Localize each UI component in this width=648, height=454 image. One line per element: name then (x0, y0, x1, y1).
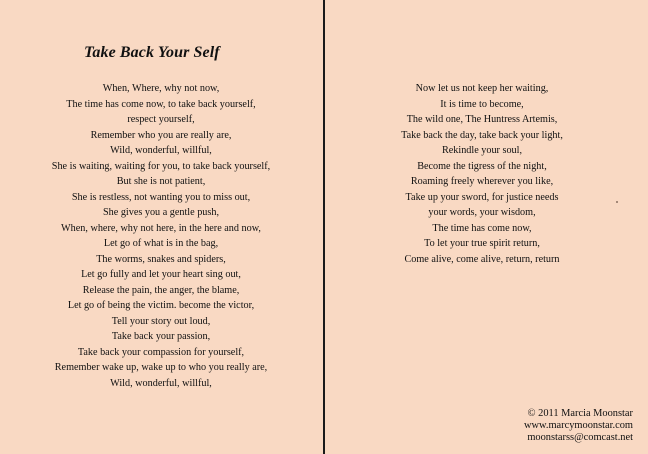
poem-line: Rekindle your soul, (441, 145, 523, 156)
page-divider (323, 0, 325, 454)
website-line: www.marcymoonstar.com (524, 419, 633, 431)
poem-line: Let go fully and let your heart sing out, (81, 269, 241, 280)
poem-title: Take Back Your Self (84, 44, 220, 61)
poem-line: Take back your passion, (111, 331, 211, 342)
poem-line: Remember wake up, wake up to who you really are, (54, 362, 268, 373)
poem-line: The time has come now, (432, 222, 532, 234)
poem-line: Take up your sword, for justice needs (405, 191, 559, 203)
poem-line: When, where, why not here, in the here and now, (61, 222, 261, 234)
poem-line: Let go of being the victim. become the victor, (67, 300, 255, 311)
email-line: moonstarss@comcast.net (527, 431, 633, 443)
poem-line: She is restless, not wanting you to miss out, (71, 191, 251, 203)
poem-line: She is waiting, waiting for you, to take back yourself, (51, 160, 271, 172)
paper-speck (616, 201, 618, 203)
poem-line: The time has come now, to take back yourself, (66, 98, 256, 110)
left-page (0, 0, 323, 454)
poem-line: Come alive, come alive, return, return (404, 253, 560, 265)
right-stanza (366, 81, 598, 267)
poem-line: Take back the day, take back your light, (401, 129, 563, 141)
poem-line: But she is not patient, (116, 176, 206, 187)
poem-line: your words, your wisdom, (428, 207, 536, 218)
poem-line: Tell your story out loud, (111, 315, 211, 327)
right-page (326, 0, 648, 454)
poem-line: The wild one, The Huntress Artemis, (406, 114, 558, 125)
poem-line: Release the pain, the anger, the blame, (82, 284, 240, 296)
poem-line: Wild, wonderful, willful, (110, 377, 212, 389)
poem-line: When, Where, why not now, (102, 83, 220, 94)
credits-block (524, 408, 633, 443)
copyright-line: © 2011 Marcia Moonstar (527, 408, 633, 419)
left-stanza (30, 81, 292, 391)
poem-line: Wild, wonderful, willful, (110, 145, 212, 156)
poem-line: It is time to become, (440, 98, 524, 110)
poem-line: respect yourself, (127, 114, 195, 125)
poem-line: Take back your compassion for yourself, (77, 346, 245, 358)
poem-line: To let your true spirit return, (424, 238, 540, 249)
poem-line: Now let us not keep her waiting, (415, 83, 549, 94)
poem-line: Roaming freely wherever you like, (410, 176, 554, 187)
poem-line: She gives you a gentle push, (102, 207, 219, 218)
poem-line: The worms, snakes and spiders, (96, 253, 226, 265)
poem-line: Become the tigress of the night, (417, 160, 547, 172)
poem-line: Let go of what is in the bag, (103, 238, 219, 249)
poem-line: Remember who you are really are, (90, 129, 232, 141)
